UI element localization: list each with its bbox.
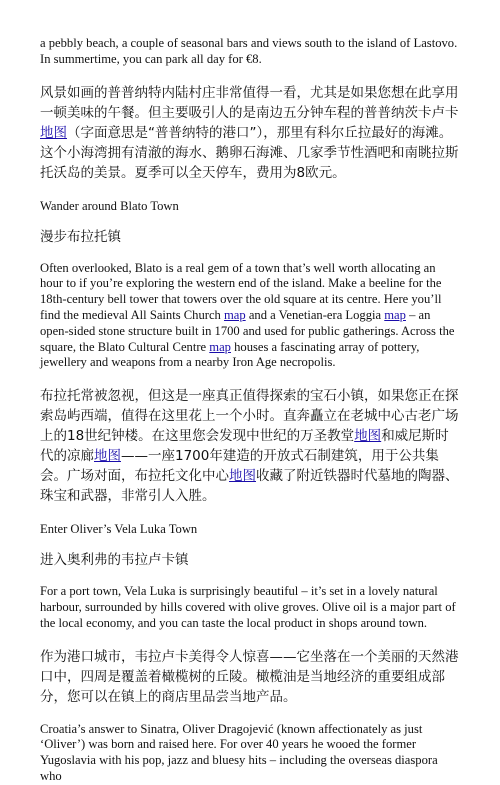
map-link[interactable]: map [209,339,231,354]
text-segment: houses a fascinating array of pottery, jewellery and weapons from a nearby Iron Age necropolis. [40,339,420,370]
map-link[interactable]: map [223,307,246,322]
text-segment: and a Venetian-era Loggia [245,307,385,322]
heading-vela-luka-zh: 进入奥利弗的韦拉卢卡镇 [40,552,189,569]
text-segment: （字面意思是“普普纳特的港口”），那里有科尔丘拉最好的海滩。这个小海湾拥有清澈的海水、鹅卵石海滩、几家季节性酒吧和南眺拉斯托沃岛的美景。夏季可以全天停车，费用为8欧元。 [40,124,459,181]
heading-blato-en: Wander around Blato Town [40,198,179,213]
paragraph-oliver-en: Croatia’s answer to Sinatra, Oliver Dragojević (known affectionately as just ‘Oliver’) was born and raised here. For over 40 years he wooed the former Yugoslavia with his pop, jazz and bluesy hits – including the overseas diaspora who [40,721,438,783]
map-link[interactable]: 地图 [94,448,121,465]
paragraph-pupnat-zh [40,83,460,183]
map-link[interactable]: 地图 [40,124,67,141]
paragraph-vela-luka-zh: 作为港口城市，韦拉卢卡美得令人惊喜——它坐落在一个美丽的天然港口中，四周是覆盖着橄榄树的丘陵。橄榄油是当地经济的重要组成部分，您可以在镇上的商店里品尝当地产品。 [40,648,459,705]
text-segment: 和威尼斯时代的凉廊 [40,428,449,465]
text-segment: – an open-sided stone structure built in 1700 and used for public gatherings. Across the square, the Blato Cultural Centre [40,307,455,354]
paragraph-blato-zh [40,386,460,506]
text-segment: 风景如画的普普纳特内陆村庄非常值得一看，尤其是如果您想在此享用一顿美味的午餐。但主要吸引人的是南边五分钟车程的普普纳茨卡卢卡 [40,84,459,121]
text-segment: 布拉托常被忽视，但这是一座真正值得探索的宝石小镇，如果您正在探索岛屿西端，值得在这里花上一个小时。直奔矗立在老城中心古老广场上的18世纪钟楼。在这里您会发现中世纪的万圣教堂 [40,388,459,445]
heading-blato-zh: 漫步布拉托镇 [40,228,121,245]
text-segment: ——一座1700年建造的开放式石制建筑，用于公共集会。广场对面，布拉托文化中心 [40,448,439,485]
heading-vela-luka-en: Enter Oliver’s Vela Luka Town [40,522,198,537]
map-link[interactable]: 地图 [229,468,256,485]
paragraph-blato-en [40,261,460,372]
paragraph-vela-luka-en: For a port town, Vela Luka is surprisingly beautiful – it’s set in a lovely natural harbour, surrounded by hills covered with olive groves. Olive oil is a major part of the local economy, and you can taste the local product in shops around town. [40,584,456,630]
text-segment: 收藏了附近铁器时代墓地的陶器、珠宝和武器，非常引人入胜。 [40,468,459,505]
map-link[interactable]: map [384,307,406,322]
map-link[interactable]: 地图 [354,428,382,445]
paragraph-pupnat-en: a pebbly beach, a couple of seasonal bars and views south to the island of Lastovo. In summertime, you can park all day for €8. [40,36,458,66]
text-segment: Often overlooked, Blato is a real gem of a town that’s well worth allocating an hour to if you’re exploring the western end of the island. Make a beeline for the 18th-century bell tower that towers over the old square at its centre. Here you’ll find the medieval All Saints Church [40,260,442,322]
